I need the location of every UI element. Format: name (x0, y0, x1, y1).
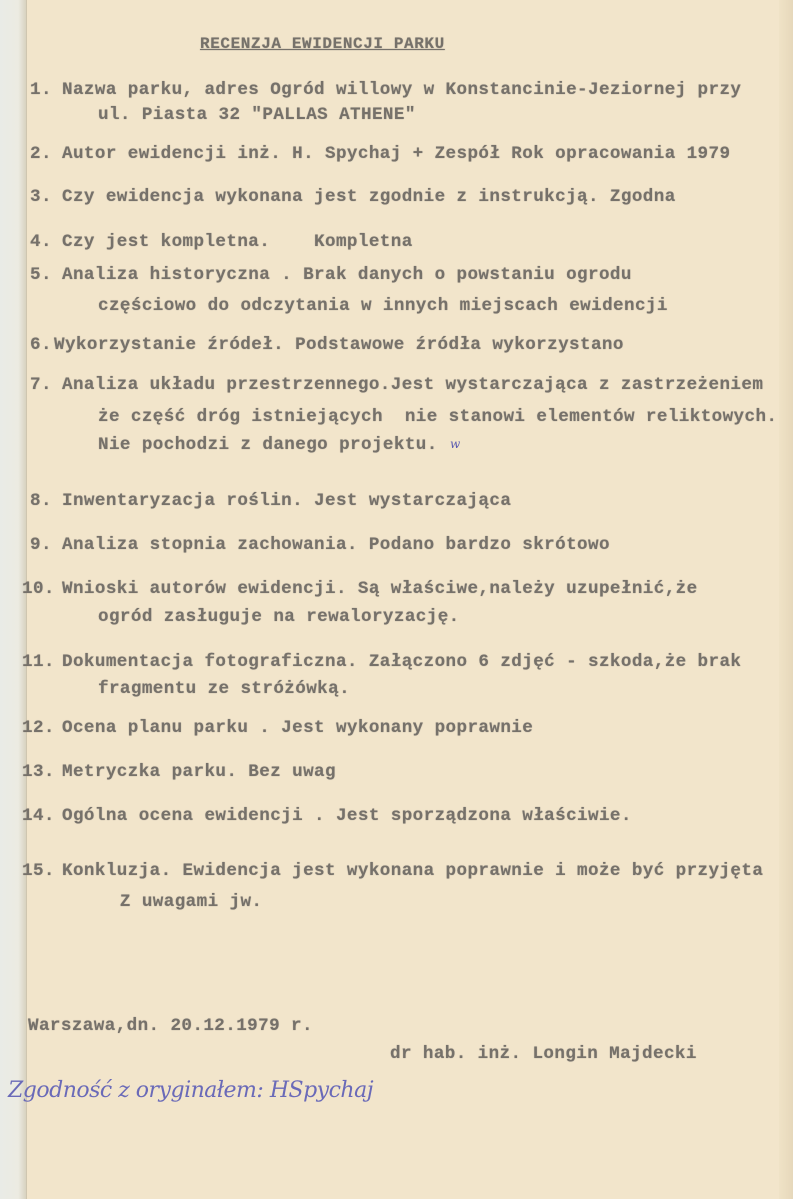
item-text: Inwentaryzacja roślin. Jest wystarczająca (62, 491, 512, 511)
item-number: 10. (22, 579, 55, 599)
item-text: Autor ewidencji inż. H. Spychaj + Zespół Rok opracowania 1979 (62, 144, 731, 164)
item-text: Nie pochodzi z danego projektu. (98, 435, 438, 455)
signer-name: dr hab. inż. Longin Majdecki (390, 1044, 697, 1064)
item-text: Nazwa parku, adres Ogród willowy w Konstancinie-Jeziornej przy (62, 80, 742, 100)
item-number: 14. (22, 806, 55, 826)
item-text: Dokumentacja fotograficzna. Załączono 6 zdjęć - szkoda,że brak (62, 652, 742, 672)
item-text: ul. Piasta 32 "PALLAS ATHENE" (98, 105, 416, 125)
adjacent-page-edge (0, 0, 27, 1199)
item-number: 15. (22, 861, 55, 881)
item-number: 8. (30, 491, 52, 511)
item-number: 3. (30, 187, 52, 207)
item-text: fragmentu ze stróżówką. (98, 679, 351, 699)
item-text: Analiza układu przestrzennego.Jest wystarczająca z zastrzeżeniem (62, 375, 764, 395)
item-number: 5. (30, 265, 52, 285)
item-text: Wykorzystanie źródeł. Podstawowe źródła wykorzystano (54, 335, 624, 355)
item-text: Konkluzja. Ewidencja jest wykonana poprawnie i może być przyjęta (62, 861, 764, 881)
item-text: częściowo do odczytania w innych miejscach ewidencji (98, 296, 668, 316)
item-number: 11. (22, 652, 55, 672)
item-number: 12. (22, 718, 55, 738)
item-number: 1. (30, 80, 52, 100)
item-text: Analiza historyczna . Brak danych o powstaniu ogrodu (62, 265, 632, 285)
item-text: Czy jest kompletna. Kompletna (62, 232, 413, 252)
item-text: Analiza stopnia zachowania. Podano bardzo skrótowo (62, 535, 610, 555)
item-text: że część dróg istniejących nie stanowi elementów reliktowych. (98, 407, 778, 427)
place-date: Warszawa,dn. 20.12.1979 r. (28, 1016, 313, 1036)
item-number: 13. (22, 762, 55, 782)
page-right-edge (779, 0, 793, 1199)
item-text: ogród zasługuje na rewaloryzację. (98, 607, 460, 627)
item-number: 7. (30, 375, 52, 395)
item-text: Z uwagami jw. (98, 892, 263, 912)
handwritten-certification: Zgodność z oryginałem: HSpychaj (8, 1078, 374, 1103)
item-number: 9. (30, 535, 52, 555)
item-text: Ogólna ocena ewidencji . Jest sporządzona właściwie. (62, 806, 632, 826)
item-text: Ocena planu parku . Jest wykonany poprawnie (62, 718, 534, 738)
document-title: RECENZJA EWIDENCJI PARKU (200, 35, 445, 53)
item-number: 2. (30, 144, 52, 164)
item-text: Metryczka parku. Bez uwag (62, 762, 336, 782)
handwritten-correction: w (450, 437, 461, 451)
item-text: Czy ewidencja wykonana jest zgodnie z instrukcją. Zgodna (62, 187, 676, 207)
item-text: Wnioski autorów ewidencji. Są właściwe,należy uzupełnić,że (62, 579, 698, 599)
item-number: 4. (30, 232, 52, 252)
item-number: 6. (30, 335, 52, 355)
